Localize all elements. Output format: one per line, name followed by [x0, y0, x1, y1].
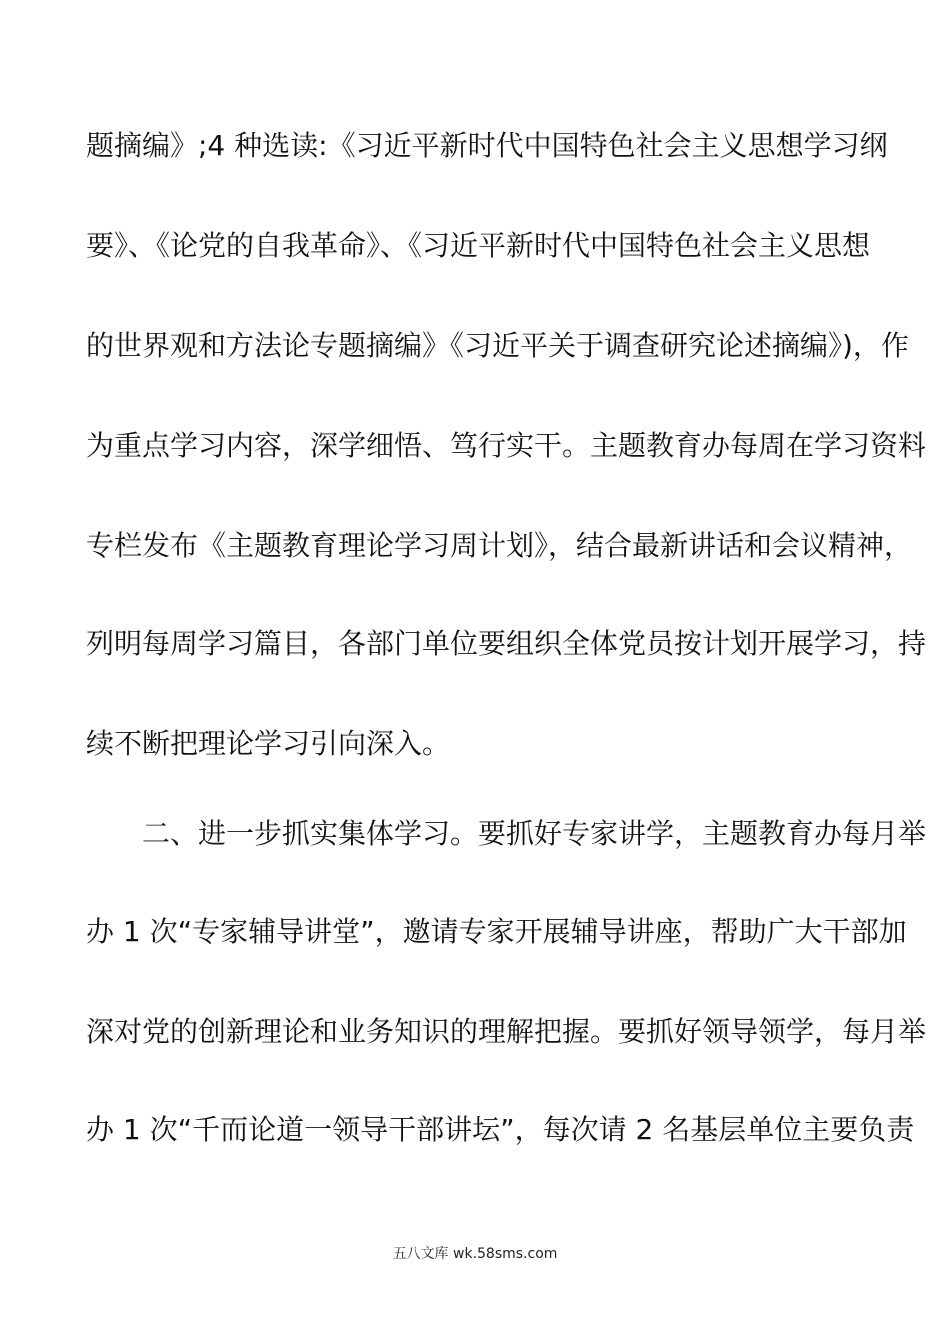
paragraph-line-4: 为重点学习内容，深学细悟、笃行实干。主题教育办每周在学习资料 [86, 429, 927, 462]
paragraph-line-7: 续不断把理论学习引向深入。 [86, 727, 451, 760]
paragraph-line-11: 办 1 次“千而论道一领导干部讲坛”，每次请 2 名基层单位主要负责 [86, 1113, 915, 1146]
page-footer: 五八文库 wk.58sms.com [392, 1246, 558, 1262]
paragraph-line-5: 专栏发布《主题教育理论学习周计划》，结合最新讲话和会议精神， [86, 529, 913, 562]
paragraph-line-1: 题摘编》;4 种选读:《习近平新时代中国特色社会主义思想学习纲 [86, 129, 888, 162]
paragraph-line-6: 列明每周学习篇目，各部门单位要组织全体党员按计划开展学习，持 [86, 627, 927, 660]
paragraph-line-2: 要》、《论党的自我革命》、《习近平新时代中国特色社会主义思想 [86, 229, 871, 262]
paragraph-line-3: 的世界观和方法论专题摘编》《习近平关于调查研究论述摘编》)，作 [86, 329, 909, 362]
paragraph-line-9: 办 1 次“专家辅导讲堂”，邀请专家开展辅导讲座，帮助广大干部加 [86, 915, 907, 948]
paragraph-line-10: 深对党的创新理论和业务知识的理解把握。要抓好领导领学，每月举 [86, 1015, 927, 1048]
paragraph-line-8: 二、进一步抓实集体学习。要抓好专家讲学，主题教育办每月举 [142, 817, 927, 850]
